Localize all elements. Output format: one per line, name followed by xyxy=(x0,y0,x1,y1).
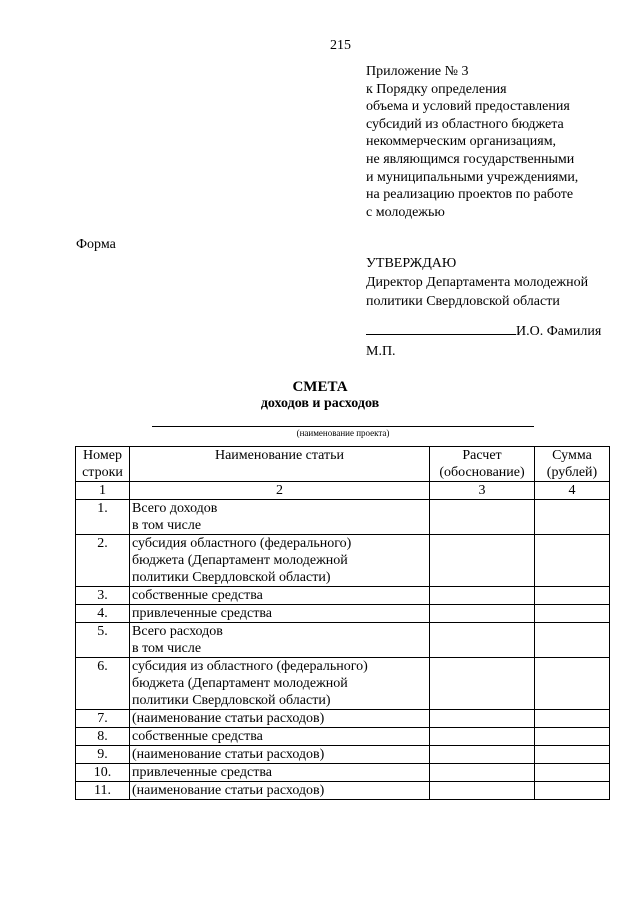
appendix-line: с молодежью xyxy=(366,204,445,220)
header-calculation: Расчет (обоснование) xyxy=(430,447,535,482)
row-calculation-cell[interactable] xyxy=(430,535,535,587)
row-number: 10. xyxy=(76,764,130,782)
row-amount-cell[interactable] xyxy=(535,764,610,782)
row-number: 3. xyxy=(76,587,130,605)
column-number: 1 xyxy=(76,482,130,500)
column-number: 3 xyxy=(430,482,535,500)
row-number: 7. xyxy=(76,710,130,728)
row-number: 6. xyxy=(76,658,130,710)
document-subtitle: доходов и расходов xyxy=(260,396,380,411)
table-row xyxy=(76,782,610,800)
row-amount-cell[interactable] xyxy=(535,710,610,728)
signature-line xyxy=(366,322,601,340)
signature-blank[interactable] xyxy=(366,322,516,335)
row-amount-cell[interactable] xyxy=(535,535,610,587)
row-item-name: (наименование статьи расходов) xyxy=(130,710,430,728)
table-row xyxy=(76,746,610,764)
row-calculation-cell[interactable] xyxy=(430,587,535,605)
project-name-caption: (наименование проекта) xyxy=(296,428,390,438)
table-row xyxy=(76,623,610,658)
row-number: 2. xyxy=(76,535,130,587)
row-amount-cell[interactable] xyxy=(535,658,610,710)
row-item-name: (наименование статьи расходов) xyxy=(130,746,430,764)
row-item-name: привлеченные средства xyxy=(130,764,430,782)
project-name-line[interactable] xyxy=(152,426,534,427)
row-number: 11. xyxy=(76,782,130,800)
header-item-name: Наименование статьи xyxy=(130,447,430,482)
row-item-name: Всего расходов в том числе xyxy=(130,623,430,658)
table-row xyxy=(76,764,610,782)
table-row xyxy=(76,587,610,605)
table-row xyxy=(76,500,610,535)
column-numbers-row xyxy=(76,482,610,500)
row-calculation-cell[interactable] xyxy=(430,728,535,746)
row-calculation-cell[interactable] xyxy=(430,658,535,710)
row-number: 9. xyxy=(76,746,130,764)
table-row xyxy=(76,728,610,746)
row-amount-cell[interactable] xyxy=(535,623,610,658)
row-calculation-cell[interactable] xyxy=(430,605,535,623)
row-calculation-cell[interactable] xyxy=(430,500,535,535)
form-label: Форма xyxy=(76,237,116,252)
appendix-line: Приложение № 3 xyxy=(366,64,469,79)
signature-name: И.О. Фамилия xyxy=(516,324,602,339)
appendix-line: не являющимся государственными xyxy=(366,151,575,167)
page-number: 215 xyxy=(330,38,351,53)
row-calculation-cell[interactable] xyxy=(430,746,535,764)
row-calculation-cell[interactable] xyxy=(430,764,535,782)
row-item-name: Всего доходов в том числе xyxy=(130,500,430,535)
column-number: 4 xyxy=(535,482,610,500)
row-calculation-cell[interactable] xyxy=(430,623,535,658)
row-number: 4. xyxy=(76,605,130,623)
table-row xyxy=(76,535,610,587)
row-item-name: собственные средства xyxy=(130,587,430,605)
row-calculation-cell[interactable] xyxy=(430,710,535,728)
header-amount: Сумма (рублей) xyxy=(535,447,610,482)
row-number: 5. xyxy=(76,623,130,658)
row-calculation-cell[interactable] xyxy=(430,782,535,800)
row-amount-cell[interactable] xyxy=(535,746,610,764)
approval-heading: УТВЕРЖДАЮ xyxy=(366,256,457,271)
appendix-line: субсидий из областного бюджета xyxy=(366,116,564,132)
appendix-line: некоммерческим организациям, xyxy=(366,134,557,150)
appendix-line: к Порядку определения xyxy=(366,81,507,97)
approval-position-line: политики Свердловской области xyxy=(366,294,560,309)
appendix-line: на реализацию проектов по работе xyxy=(366,187,574,203)
budget-table xyxy=(75,446,610,800)
column-number: 2 xyxy=(130,482,430,500)
appendix-line: объема и условий предоставления xyxy=(366,99,570,115)
table-row xyxy=(76,605,610,623)
table-row xyxy=(76,658,610,710)
row-amount-cell[interactable] xyxy=(535,782,610,800)
row-item-name: субсидия областного (федерального) бюджета (Департамент молодежной политики Свердловской области) xyxy=(130,535,430,587)
appendix-block xyxy=(366,63,626,221)
document-title: СМЕТА xyxy=(292,379,348,395)
row-amount-cell[interactable] xyxy=(535,587,610,605)
row-amount-cell[interactable] xyxy=(535,500,610,535)
row-item-name: привлеченные средства xyxy=(130,605,430,623)
approval-position-line: Директор Департамента молодежной xyxy=(366,275,589,290)
row-amount-cell[interactable] xyxy=(535,605,610,623)
row-item-name: субсидия из областного (федерального) бюджета (Департамент молодежной политики Свердловской области) xyxy=(130,658,430,710)
row-number: 8. xyxy=(76,728,130,746)
table-header-row xyxy=(76,447,610,482)
approval-block xyxy=(366,254,588,311)
row-amount-cell[interactable] xyxy=(535,728,610,746)
row-number: 1. xyxy=(76,500,130,535)
header-row-number: Номер строки xyxy=(76,447,130,482)
appendix-line: и муниципальными учреждениями, xyxy=(366,169,579,185)
row-item-name: собственные средства xyxy=(130,728,430,746)
table-row xyxy=(76,710,610,728)
row-item-name: (наименование статьи расходов) xyxy=(130,782,430,800)
stamp-label: М.П. xyxy=(366,344,396,359)
